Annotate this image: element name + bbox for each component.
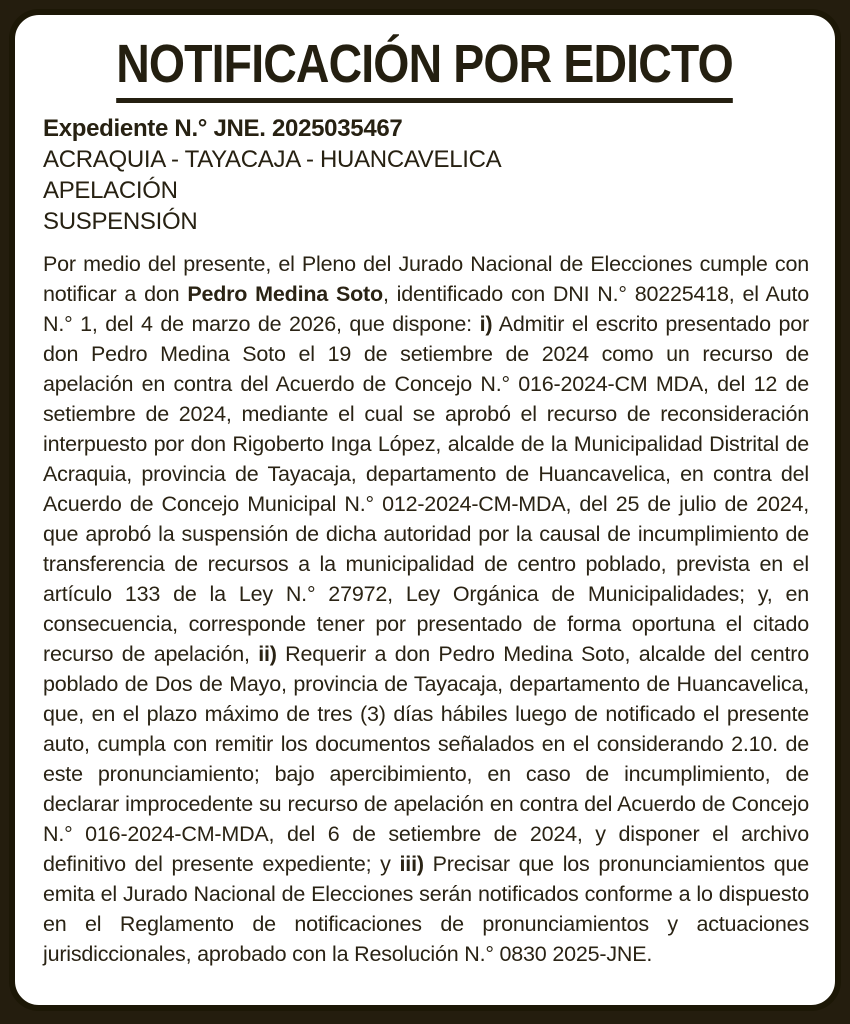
text-segment: Por medio del presente, el Pleno del Jurado Nacional de Elecciones cumple con notificar a don	[43, 252, 809, 306]
edict-sheet	[9, 9, 841, 1011]
case-header	[43, 113, 809, 237]
expediente-number: Expediente N.° JNE. 2025035467	[43, 115, 403, 142]
bold-text-segment: Pedro Medina Soto	[187, 282, 383, 306]
notification-body	[43, 249, 809, 969]
text-segment: Precisar que los pronunciamientos que emita el Jurado Nacional de Elecciones serán notificados conforme a lo dispuesto en el Reglamento de notificaciones de pronunciamientos y actuaciones jurisdiccionales, aprobado con la Resolución N.° 0830 2025-JNE.	[43, 852, 809, 966]
case-matter: SUSPENSIÓN	[43, 208, 198, 235]
bold-text-segment: ii)	[258, 642, 277, 666]
text-segment: , identificado con DNI N.° 80225418, el Auto N.° 1, del 4 de marzo de 2026, que dispone:	[43, 282, 809, 336]
text-segment: Admitir el escrito presentado por don Pedro Medina Soto el 19 de setiembre de 2024 como un recurso de apelación en contra del Acuerdo de Concejo N.° 016-2024-CM MDA, del 12 de setiembre de 2024, mediante el cual se aprobó el recurso de reconsideración interpuesto por don Rigoberto Inga López, alcalde de la Municipalidad Distrital de Acraquia, provincia de Tayacaja, departamento de Huancavelica, en contra del Acuerdo de Concejo Municipal N.° 012-2024-CM-MDA, del 25 de julio de 2024, que aprobó la suspensión de dicha autoridad por la causal de incumplimiento de transferencia de recursos a la municipalidad de centro poblado, prevista en el artículo 133 de la Ley N.° 27972, Ley Orgánica de Municipalidades; y, en consecuencia, corresponde tener por presentado de forma oportuna el citado recurso de apelación,	[43, 312, 809, 666]
title-container	[41, 33, 809, 103]
page-title: NOTIFICACIÓN POR EDICTO	[117, 33, 734, 103]
case-type: APELACIÓN	[43, 177, 178, 204]
text-segment: Requerir a don Pedro Medina Soto, alcalde del centro poblado de Dos de Mayo, provincia de Tayacaja, departamento de Huancavelica, que, en el plazo máximo de tres (3) días hábiles luego de notificado el presente auto, cumpla con remitir los documentos señalados en el considerando 2.10. de este pronunciamiento; bajo apercibimiento, en caso de incumplimiento, de declarar improcedente su recurso de apelación en contra del Acuerdo de Concejo N.° 016-2024-CM-MDA, del 6 de setiembre de 2024, y disponer el archivo definitivo del presente expediente; y	[43, 642, 809, 876]
bold-text-segment: iii)	[399, 852, 424, 876]
case-location: ACRAQUIA - TAYACAJA - HUANCAVELICA	[43, 146, 502, 173]
bold-text-segment: i)	[479, 312, 493, 336]
